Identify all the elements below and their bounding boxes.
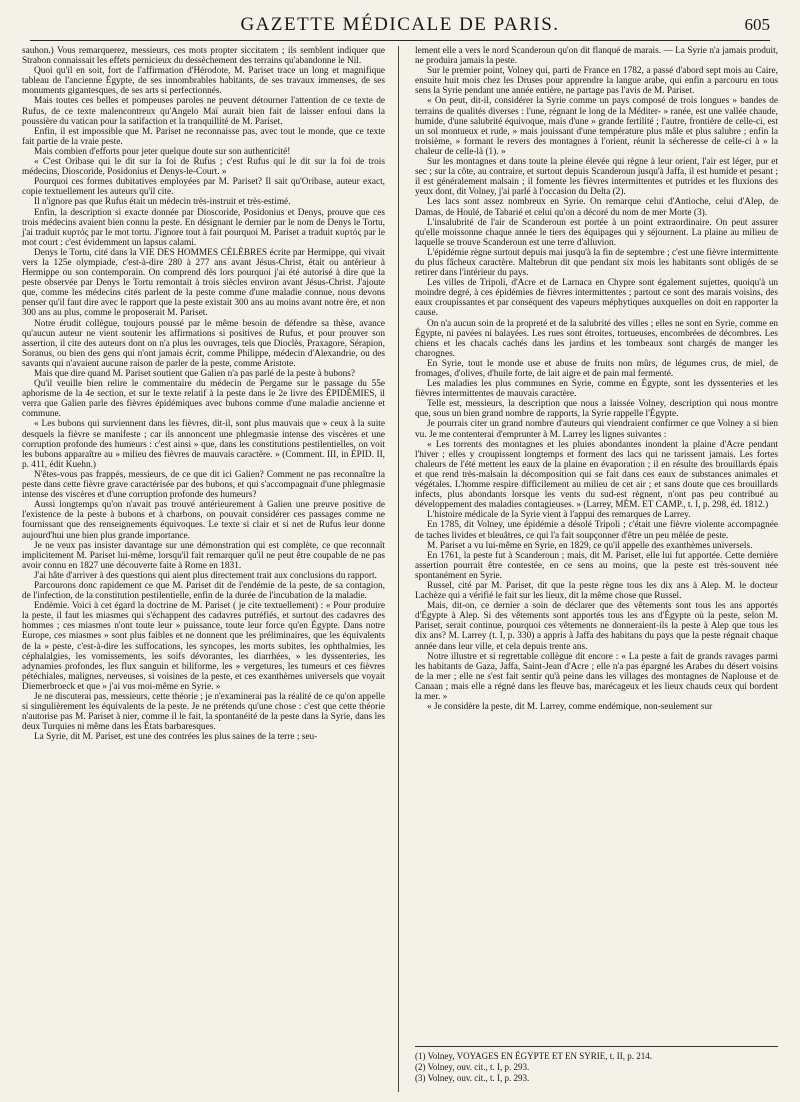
- paragraph: Mais toutes ces belles et pompeuses paroles ne peuvent détourner l'attention de ce texte de Rufus, de ce texte malencontreux qu'Angelo Maï aurait bien fait de laisser enfoui dans la poussière du vatican pour la satifaction et la tranquillité de M. Pariset.: [22, 96, 385, 127]
- paragraph: Les lacs sont assez nombreux en Syrie. On remarque celui d'Antioche, celui d'Alep, de Damas, de Houlé, de Tabarié et celui qu'on a décoré du nom de mer Morte (3).: [415, 197, 778, 218]
- paragraph: Sur le premier point, Volney qui, parti de France en 1782, a passé d'abord sept mois au Caire, ensuite huit mois chez les Druses pour apprendre la langue arabe, qui enfin a parcouru en tous sens la Syrie pendant une année entière, ne partage pas l'avis de M. Pariset.: [415, 66, 778, 97]
- paragraph: N'êtes-vous pas frappés, messieurs, de ce que dit ici Galien? Comment ne pas reconnaître la peste dans cette fièvre grave caractérisée par des bubons, et qui s'accompagnait d'une phlegmasie intense des viscères et d'une corruption profonde des humeurs?: [22, 469, 385, 501]
- paragraph: Mais combien d'efforts pour jeter quelque doute sur son authenticité!: [34, 146, 291, 157]
- paragraph: Quoi qu'il en soit, fort de l'affirmation d'Hérodote, M. Pariset trace un long et magnifique tableau de l'ancienne Égypte, de ses innombrables habitants, de ses travaux immenses, de ses monuments gigantesques, de ses arts si perfectionnés.: [22, 66, 385, 97]
- paragraph: Les maladies les plus communes en Syrie, comme en Égypte, sont les dyssenteries et les fièvres intermittentes de mauvais caractère.: [415, 379, 778, 400]
- footnote-rule: [415, 1046, 778, 1047]
- paragraph: En Syrie, tout le monde use et abuse de fruits non mûrs, de légumes crus, de miel, de fromages, d'olives, d'huile forte, de lait aigre et de pain mal fermenté.: [415, 358, 778, 379]
- paragraph: La Syrie, dit M. Pariset, est une des contrées les plus saines de la terre ; seu-: [34, 732, 318, 743]
- quotation: « Les bubons qui surviennent dans les fièvres, dit-il, sont plus mauvais que » ceux à la suite desquels la fièvre se manifeste ; car ils annoncent une phlegmasie intense des viscères et une corruption profonde des humeurs : c'est ainsi » que, dans les constitutions pestilentielles, on voit les bubons apparaître au » milieu des fièvres de mauvais caractère. » (Comment. III, in ÉPID. II, p. 411, édit Kuehn.): [22, 419, 385, 470]
- paragraph: Endémie. Voici à cet égard la doctrine de M. Pariset ( je cite textuellement) : « Pour produire la peste, il faut les miasmes qui s'échappent des cadavres putréfiés, et surtout des cadavres des hommes ; ces miasmes n'ont toute leur » puissance, toute leur force qu'en Égypte. Dans notre Europe, ces miasmes » sont plus faibles et ne donnent que les préliminaires, que les équivalents de la » peste, c'est-à-dire les suffocations, les syncopes, les morts subites, les ophthalmies, les céphalalgies, les vomissements, les soifs dévorantes, les diarrhées, » les dyssenteries, les adynamies profondes, les flux sanguin et biliforme, les » vergetures, les tumeurs et ces fièvres pétéchiales, malignes, nerveuses, si voisines de la peste, et ces exanthèmes universels que voyait Diemerbroeck et que » j'ai vus moi-même en Syrie. »: [22, 601, 385, 692]
- paragraph: Notre illustre et si regrettable collègue dit encore : « La peste a fait de grands ravages parmi les habitants de Gaza, Jaffa, Saint-Jean d'Acre ; elle n'a pas épargné les Arabes du désert voisins de la mer ; elle ne s'est fait sentir qu'à peine dans les villages des montagnes de Naplouse et de Canaan ; mais elle a régné dans les fleuve bas, marécageux et les lieux chauds ceux qui bordent la mer. »: [415, 651, 778, 702]
- paragraph: On n'a aucun soin de la propreté et de la salubrité des villes ; elles ne sont en Syrie, comme en Égypte, ni pavées ni balayées. Les rues sont étroites, tortueuses, encombrées de décombres. Les chiens et les chacals cachés dans les jardins et les tombeaux sont chargés de manger les charognes.: [415, 318, 778, 359]
- paragraph: « Je considère la peste, dit M. Larrey, comme endémique, non-seulement sur: [427, 702, 713, 713]
- page-number: 605: [744, 15, 770, 34]
- paragraph: L'épidémie règne surtout depuis mai jusqu'à la fin de septembre ; c'est une fièvre intermittente du plus fâcheux caractère. Maltebrun dit que pendant six mois les habitants sont obligés de se retirer dans l'intérieur du pays.: [415, 247, 778, 279]
- footnote: (1) Volney, VOYAGES EN ÉGYPTE ET EN SYRIE, t. II, p. 214.: [415, 1051, 652, 1061]
- paragraph: Enfin, la description si exacte donnée par Dioscoride, Posidonius et Denys, prouve que ces trois médecins avaient bien connu la peste. En désignant le dernier par le nom de Denys le Tortu, j'ai traduit κυρτός par le mot tortu. J'ignore tout à fait pourquoi M. Pariset a traduit κυρτός par le mot court : c'est évidemment un lapsus calami.: [22, 207, 385, 248]
- paragraph: Je ne veux pas insister davantage sur une démonstration qui est complète, ce que reconnaît implicitement M. Pariset lui-même, lorsqu'il fait remarquer qu'il ne peut être coupable de ne pas avoir connu en 1827 une découverte faite à Rome en 1831.: [22, 540, 385, 571]
- paragraph: Pourquoi ces formes dubitatives employées par M. Pariset? Il sait qu'Oribase, auteur exact, copie textuellement les auteurs qu'il cite.: [22, 177, 385, 198]
- column-divider: [398, 46, 399, 1092]
- paragraph: Notre érudit collègue, toujours poussé par le même besoin de défendre sa thèse, avance qu'aucun auteur ne vient soutenir les affirmations si positives de Rufus, et pour prouver son assertion, il cite des auteurs dont on n'a plus les ouvrages, tels que Dioclès, Praxagore, Sérapion, Soranus, ou bien des gens qui n'ont jamais écrit, comme Philippe, médecin d'Alexandrie, ou des savants qui n'avaient aucune raison de parler de la peste, comme Aristote.: [22, 318, 385, 369]
- paragraph: Mais, dit-on, ce dernier a soin de déclarer que des vêtements sont tous les ans apportés d'Égypte à Alep. Si des vêtements sont apportés tous les ans d'Égypte où la peste, selon M. Pariset, serait continue, pourquoi ces vêtements ne donneraient-ils la peste à Alep que tous les dix ans? M. Larrey (t. I, p. 330) a appris à Jaffa des habitans du pays que la peste régnait chaque année dans leur ville, et cela depuis trente ans.: [415, 601, 778, 652]
- paragraph: Il n'ignore pas que Rufus était un médecin très-instruit et très-estimé.: [34, 197, 291, 208]
- paragraph: Parcourons donc rapidement ce que M. Pariset dit de l'endémie de la peste, de sa contagion, de l'infection, de la constitution pestilentielle, enfin de la durée de l'incubation de la maladie.: [22, 580, 385, 602]
- paragraph: sauhon.) Vous remarquerez, messieurs, ces mots propter siccitatem ; ils semblent indiquer que Strabon connaissait les effets pernicieux du dessèchement des terrains qu'abandonne le Nil.: [22, 46, 385, 67]
- paragraph: Sur les montagnes et dans toute la pleine élevée qui règne à leur orient, l'air est léger, pur et sec ; sur la côte, au contraire, et surtout depuis Scanderoun jusqu'à Jaffa, il est humide et pesant ; il est généralement malsain ; il fomente les fièvres intermittentes et putrides et les fluxions des yeux dont, dit Volney, j'ai parlé à l'occasion du Delta (2).: [415, 157, 778, 198]
- paragraph: J'ai hâte d'arriver à des questions qui aient plus directement trait aux conclusions du rapport.: [34, 570, 377, 581]
- paragraph: En 1761, la peste fut à Scanderoun ; mais, dit M. Pariset, elle lui fut apportée. Cette dernière assertion pourrait être contestée, en ce sens au moins, que la peste est très-souvent née spontanément en Syrie.: [415, 550, 778, 581]
- paragraph: Je pourrais citer un grand nombre d'auteurs qui viendraient confirmer ce que Volney a si bien vu. Je me contenterai d'emprunter à M. Larrey les lignes suivantes :: [415, 419, 778, 440]
- paragraph: Telle est, messieurs, la description que nous a laissée Volney, description qui nous montre que, sous un bien grand nombre de rapports, la Syrie rappelle l'Égypte.: [415, 399, 778, 420]
- left-column: [22, 46, 385, 742]
- paragraph: Russel, cité par M. Pariset, dit que la peste règne tous les dix ans à Alep. M. le docteur Lachèze qui a vérifié le fait sur les lieux, dit la même chose que Russel.: [415, 580, 778, 602]
- paragraph: L'histoire médicale de la Syrie vient à l'appui des remarques de Larrey.: [427, 510, 691, 521]
- paragraph: lement elle a vers le nord Scanderoun qu'on dit flanqué de marais. — La Syrie n'a jamais produit, ne produira jamais la peste.: [415, 46, 778, 67]
- paragraph: En 1785, dit Volney, une épidémie a désolé Tripoli ; c'était une fièvre violente accompagnée de taches livides et bleuâtres, ce qui l'a fait soupçonner d'être un peu mêlée de peste.: [415, 520, 778, 541]
- footnote: (2) Volney, ouv. cit., t. I, p. 293.: [415, 1062, 530, 1072]
- paragraph: M. Pariset a vu lui-même en Syrie, en 1829, ce qu'il appelle des exanthèmes universels.: [427, 540, 753, 551]
- quotation: « Les torrents des montagnes et les pluies abondantes inondent la plaine d'Acre pendant l'hiver ; elles y croupissent longtemps et forment des lacs qui ne tarissent jamais. Les fortes chaleurs de l'été mettent les eaux de la plaine en évaporation ; il en résulte des brouillards épais et que rend très-malsain la décomposition qui se fait dans ces eaux de substances animales et végétales. L'homme respire difficilement au milieu de cet air ; et sans doute que ces brouillards infects, plus abondants lorsque les vents du sud-est règnent, n'ont pas peu contribué au développement des maladies contagieuses. » (Larrey, MÉM. ET CAMP., t. I, p. 298, éd. 1812.): [415, 439, 778, 511]
- paragraph: Denys le Tortu, cité dans la VIE DES HOMMES CÉLÈBRES écrite par Hermippe, qui vivait vers la 125e olympiade, c'est-à-dire 280 à 277 ans avant Jésus-Christ, était ou antérieur à Hermippe ou son contemporain. On comprend dès lors pourquoi j'ai été autorisé à dire que la peste observée par Denys le Tortu remontait à trois siècles environ avant Jésus-Christ. J'ajoute que, comme les médecins cités parlent de la peste comme d'une maladie connue, nous devons penser qu'il faut dire avec le rapport que la peste existait 300 ans au moins avant notre ère, et non 300 ans au plus, comme le proposerait M. Pariset.: [22, 247, 385, 319]
- right-column: [415, 46, 778, 712]
- page-header: [30, 14, 770, 38]
- header-rule: [30, 40, 770, 41]
- footnotes: [415, 1040, 778, 1084]
- paragraph: Aussi longtemps qu'on n'avait pas trouvé antérieurement à Galien une preuve positive de l'existence de la peste à bubons et à charbons, on pouvait considérer ces passages comme ne fournissant que des renseignements équivoques. Le texte si clair et si net de Rufus leur donne aujourd'hui une bien plus grande importance.: [22, 500, 385, 541]
- paragraph: Qu'il veuille bien relire le commentaire du médecin de Pergame sur le passage du 55e aphorisme de la 4e section, et sur le texte relatif à la peste dans le 2e livre des ÉPIDÉMIES, il verra que Galien parle des fièvres épidémiques avec bubons comme d'une maladie ancienne et commune.: [22, 379, 385, 420]
- paragraph: Je ne discuterai pas, messieurs, cette théorie ; je n'examinerai pas la réalité de ce qu'on appelle si singulièrement les équivalents de la peste. Je ne prétends qu'une chose : c'est que cette théorie n'autorise pas M. Pariset à nier, comme il le fait, la spontanéité de la peste dans la Syrie, dans les deux Turquies ni même dans les États barbaresques.: [22, 692, 385, 733]
- quotation: « On peut, dit-il, considérer la Syrie comme un pays composé de trois longues » bandes de terrains de qualités diverses : l'une, régnant le long de la Méditer- » ranée, est une vallée chaude, humide, d'une salubrité équivoque, mais d'une » grande fertilité ; l'autre, frontière de celle-ci, est un sol montueux et rude, » mais jouissant d'une température plus mâle et plus salubre ; enfin la troisième, » formant le revers des montagnes à l'orient, réunit la sécheresse de celle-ci à » la chaleur de celle-là (1). »: [415, 96, 778, 157]
- paragraph: « C'est Oribase qui le dit sur la foi de Rufus ; c'est Rufus qui le dit sur la foi de trois médecins, Dioscoride, Posidonius et Denys-le-Court. »: [22, 157, 385, 178]
- paragraph: Enfin, il est impossible que M. Pariset ne reconnaisse pas, avec tout le monde, que ce texte fait partie de la vraie peste.: [22, 126, 385, 147]
- journal-title: GAZETTE MÉDICALE DE PARIS.: [240, 14, 560, 35]
- paragraph: L'insalubrité de l'air de Scanderoun est portée à un point extraordinaire. On peut assurer qu'elle moissonne chaque année le tiers des équipages qui y séjournent. La plaine au milieu de laquelle se trouve Scanderoun est une terre d'alluvion.: [415, 217, 778, 248]
- paragraph: Mais que dire quand M. Pariset soutient que Galien n'a pas parlé de la peste à bubons?: [34, 369, 356, 379]
- paragraph: Les villes de Tripoli, d'Acre et de Larnaca en Chypre sont également sujettes, quoiqu'à un moindre degré, à ces épidémies de fièvres intermittentes ; partout ce sont des marais voisins, des eaux croupissantes et par conséquent des vapeurs méphytiques auxquelles on doit en rapporter la cause.: [415, 278, 778, 319]
- footnote: (3) Volney, ouv. cit., t. I, p. 293.: [415, 1073, 530, 1083]
